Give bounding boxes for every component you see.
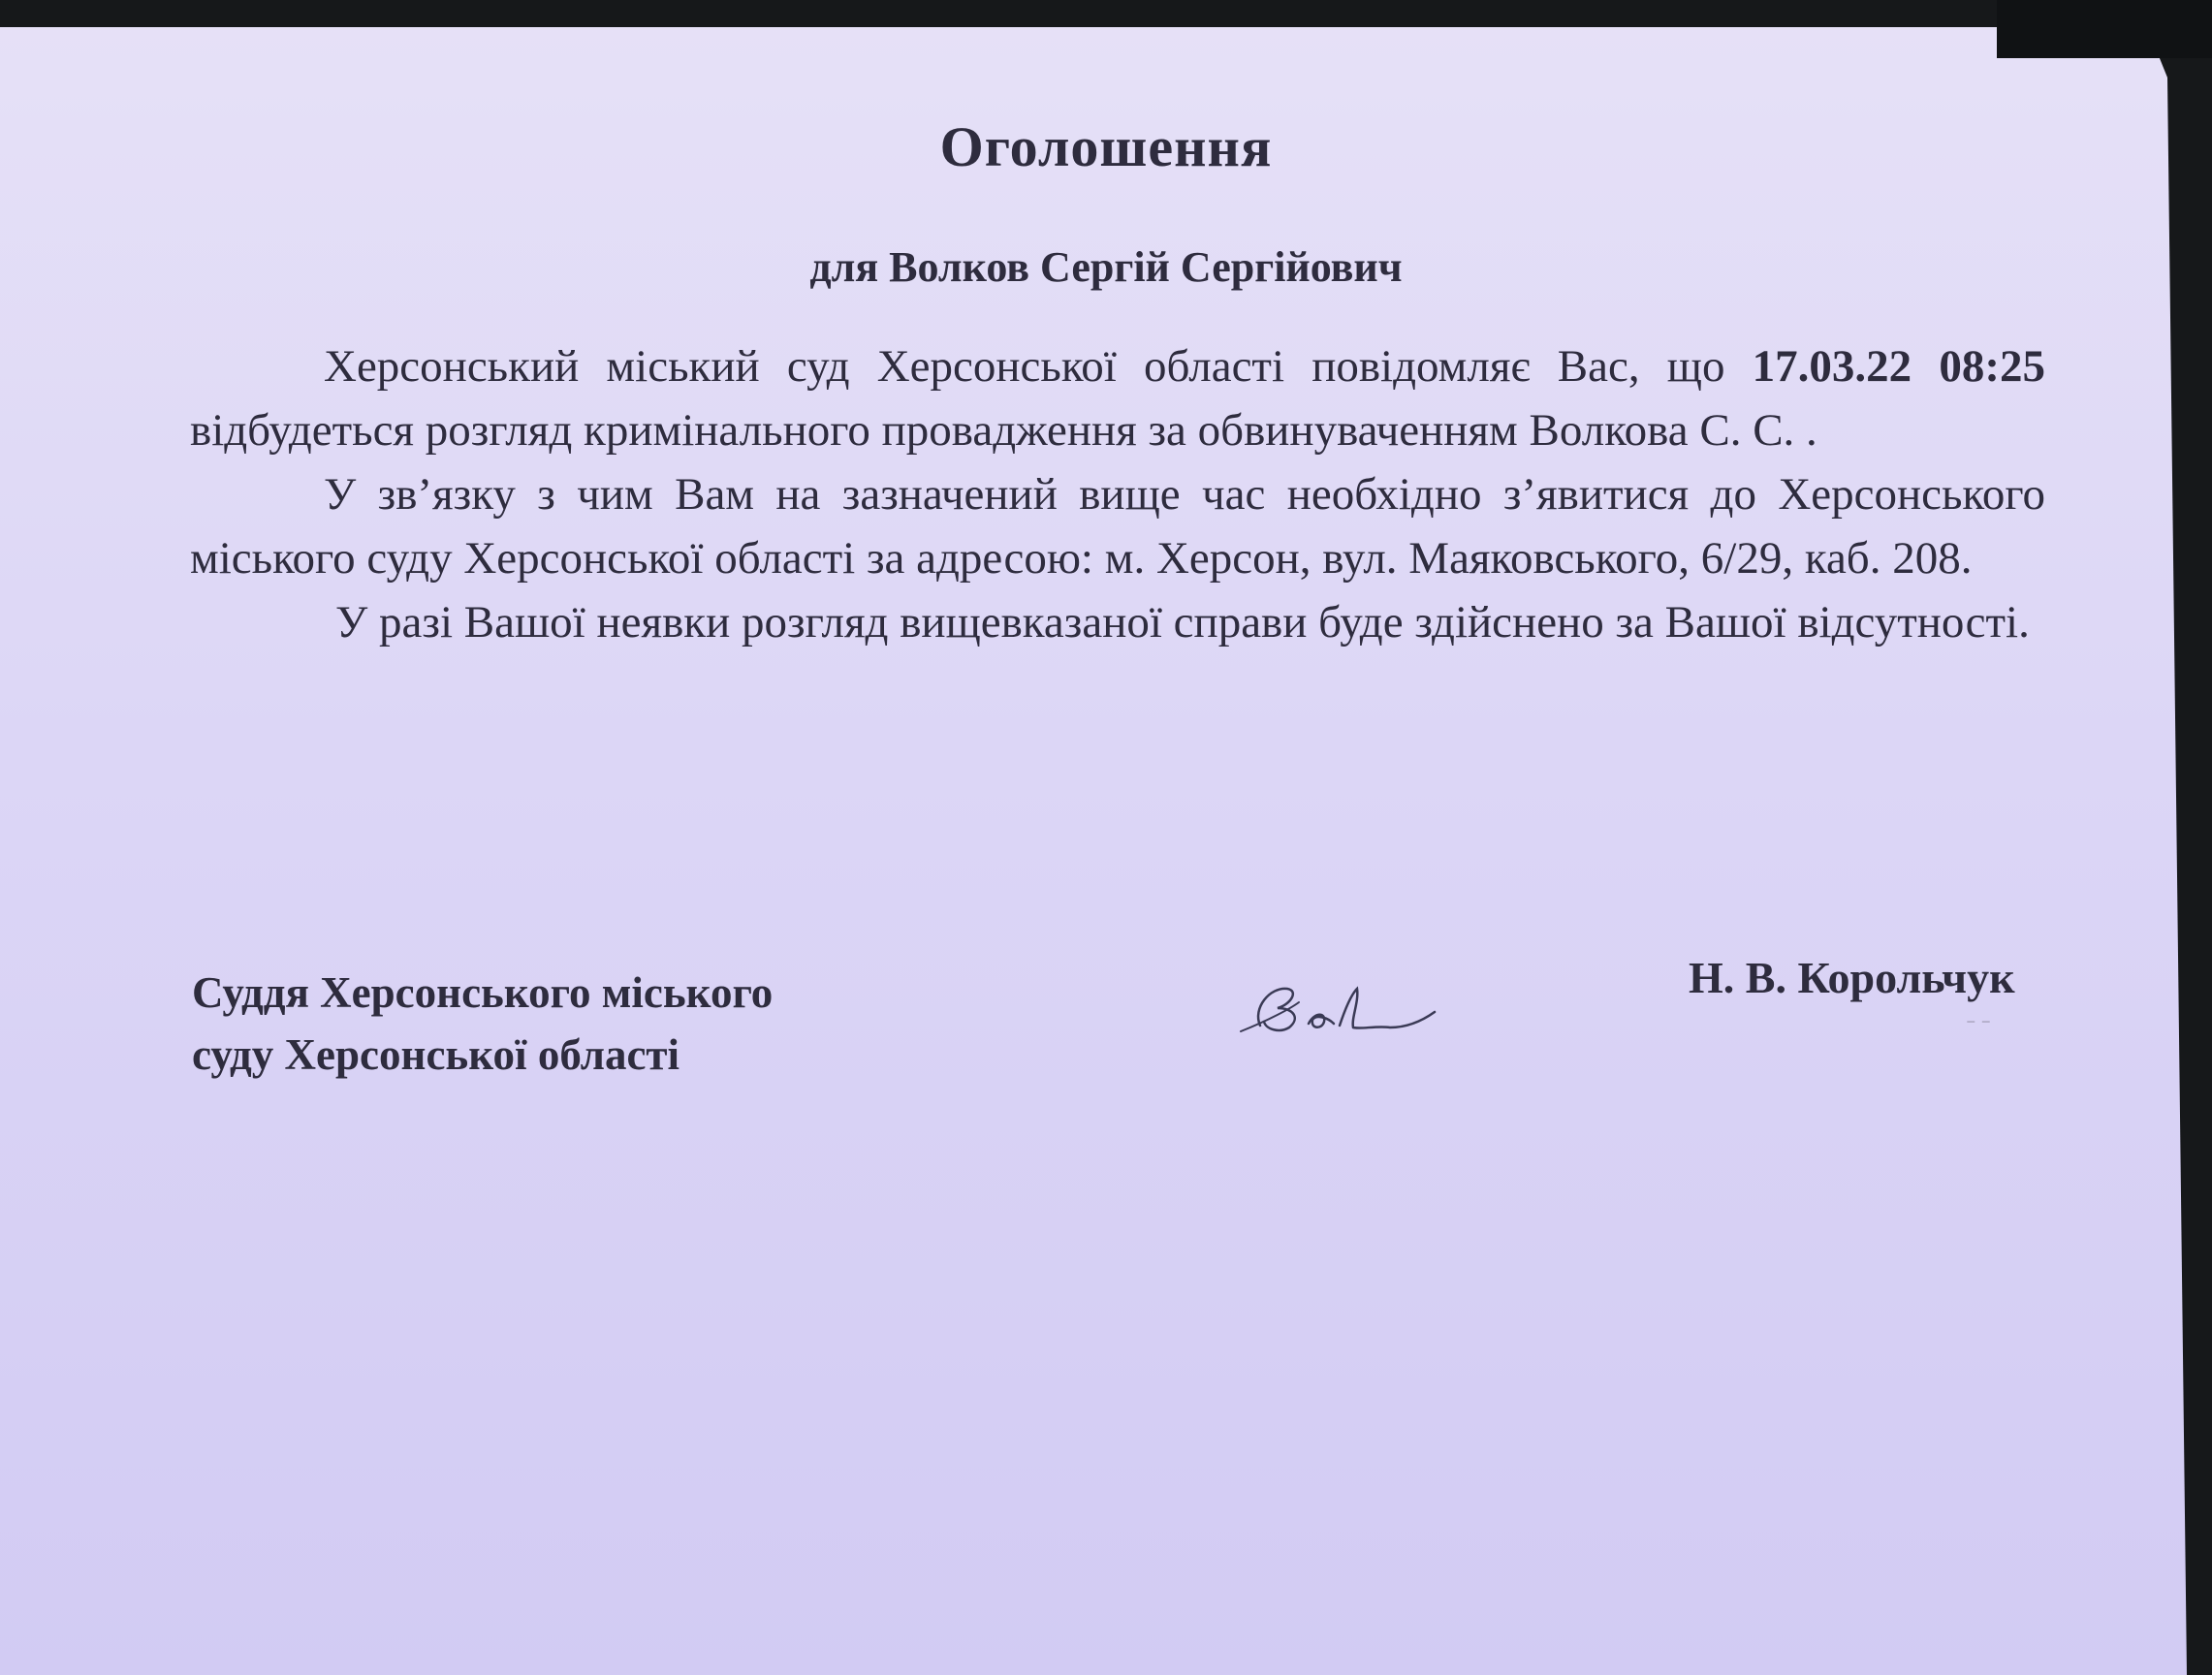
paragraph1-lead: Херсонський міський суд Херсонської області повідомляє Вас, що bbox=[324, 341, 1753, 392]
handwritten-signature bbox=[1231, 969, 1444, 1047]
hearing-datetime: 17.03.22 08:25 bbox=[1752, 341, 2046, 392]
paragraph-absence-warning: У разі Вашої неявки розгляд вищевказаної справи буде здійснено за Вашої відсутності. bbox=[335, 597, 2030, 648]
judge-position-line1: Суддя Херсонського міського bbox=[192, 968, 774, 1017]
document-title: Оголошення bbox=[939, 115, 1273, 178]
judge-name: Н. В. Корольчук bbox=[1689, 953, 2015, 1002]
paragraph-hearing-notice bbox=[190, 334, 2045, 462]
recipient-line: для Волков Сергій Сергійович bbox=[809, 243, 1403, 291]
paragraph-appearance-address: У зв’язку з чим Вам на зазначений вище час необхідно з’явитися до Херсонського міського суду Херсонської області за адресою: м. Херсон, вул. Маяковського, 6/29, каб. 208. bbox=[190, 469, 2045, 584]
judge-position bbox=[192, 962, 773, 1086]
paragraph1-rest: відбудеться розгляд кримінального провадження за обвинуваченням Волкова С. С. . bbox=[190, 405, 1817, 456]
document-body bbox=[190, 334, 2045, 654]
judge-position-line2: суду Херсонської області bbox=[192, 1030, 680, 1079]
faint-stamp-mark: ⁻ ⁻ bbox=[1966, 1015, 1992, 1036]
